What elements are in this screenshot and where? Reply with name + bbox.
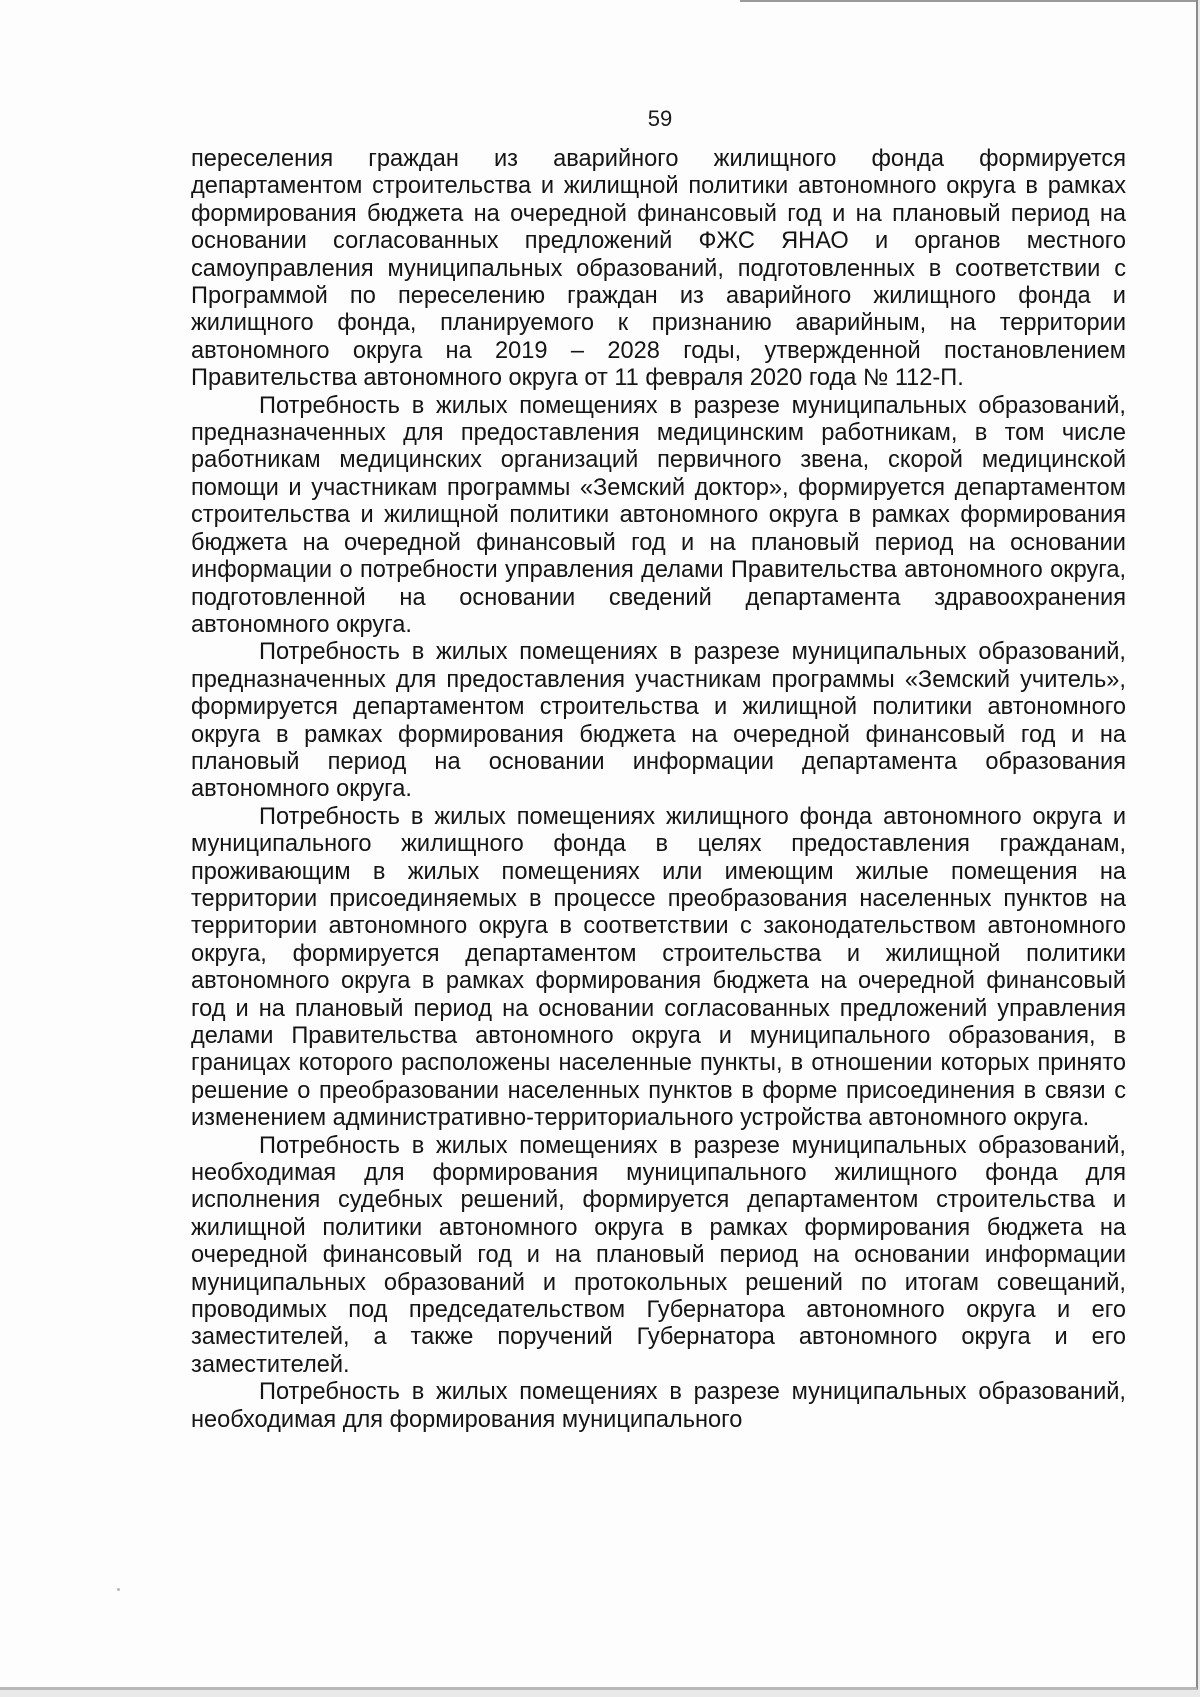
paragraph-medical-workers: Потребность в жилых помещениях в разрезе муниципальных образований, предназначенных для предоставления медицинским работникам, в том числе работникам медицинских организаций первичного звена, скорой медицинской помощи и участникам программы «Земский доктор», формируется департаментом строительства и жилищной политики автономного округа в рамках формирования бюджета на очередной финансовый год и на плановый период на основании информации о потребности управления делами Правительства автономного округа, подготовленной на основании сведений департамента здравоохранения автономного округа.	[191, 392, 1126, 638]
paragraph-teachers: Потребность в жилых помещениях в разрезе муниципальных образований, предназначенных для предоставления участникам программы «Земский учитель», формируется департаментом строительства и жилищной политики автономного округа в рамках формирования бюджета на очередной финансовый год и на плановый период на основании информации департамента образования автономного округа.	[191, 639, 1126, 803]
paragraph-continuation: переселения граждан из аварийного жилищного фонда формируется департаментом строительства и жилищной политики автономного округа в рамках формирования бюджета на очередной финансовый год и на плановый период на основании согласованных предложений ФЖС ЯНАО и органов местного самоуправления муниципальных образований, подготовленных в соответствии с Программой по переселению граждан из аварийного жилищного фонда и жилищного фонда, планируемого к признанию аварийным, на территории автономного округа на 2019 – 2028 годы, утвержденной постановлением Правительства автономного округа от 11 февраля 2020 года № 112-П.	[191, 146, 1126, 392]
document-body	[191, 146, 1126, 1434]
paragraph-court-decisions: Потребность в жилых помещениях в разрезе муниципальных образований, необходимая для формирования муниципального жилищного фонда для исполнения судебных решений, формируется департаментом строительства и жилищной политики автономного округа в рамках формирования бюджета на очередной финансовый год и на плановый период на основании информации муниципальных образований и протокольных решений по итогам совещаний, проводимых под председательством Губернатора автономного округа и его заместителей, а также поручений Губернатора автономного округа и его заместителей.	[191, 1132, 1126, 1378]
page-number: 59	[647, 106, 673, 131]
scan-edge	[740, 0, 1198, 2]
scan-speck	[117, 1588, 120, 1591]
paragraph-municipal-fund: Потребность в жилых помещениях в разрезе муниципальных образований, необходимая для формирования муниципального	[191, 1379, 1126, 1433]
paragraph-merged-settlements: Потребность в жилых помещениях жилищного фонда автономного округа и муниципального жилищного фонда в целях предоставления гражданам, проживающим в жилых помещениях или имеющим жилые помещения на территории присоединяемых в процессе преобразования населенных пунктов на территории автономного округа в соответствии с законодательством автономного округа, формируется департаментом строительства и жилищной политики автономного округа в рамках формирования бюджета на очередной финансовый год и на плановый период на основании согласованных предложений управления делами Правительства автономного округа и муниципального образования, в границах которого расположены населенные пункты, в отношении которых принято решение о преобразовании населенных пунктов в форме присоединения в связи с изменением административно-территориального устройства автономного округа.	[191, 803, 1126, 1132]
